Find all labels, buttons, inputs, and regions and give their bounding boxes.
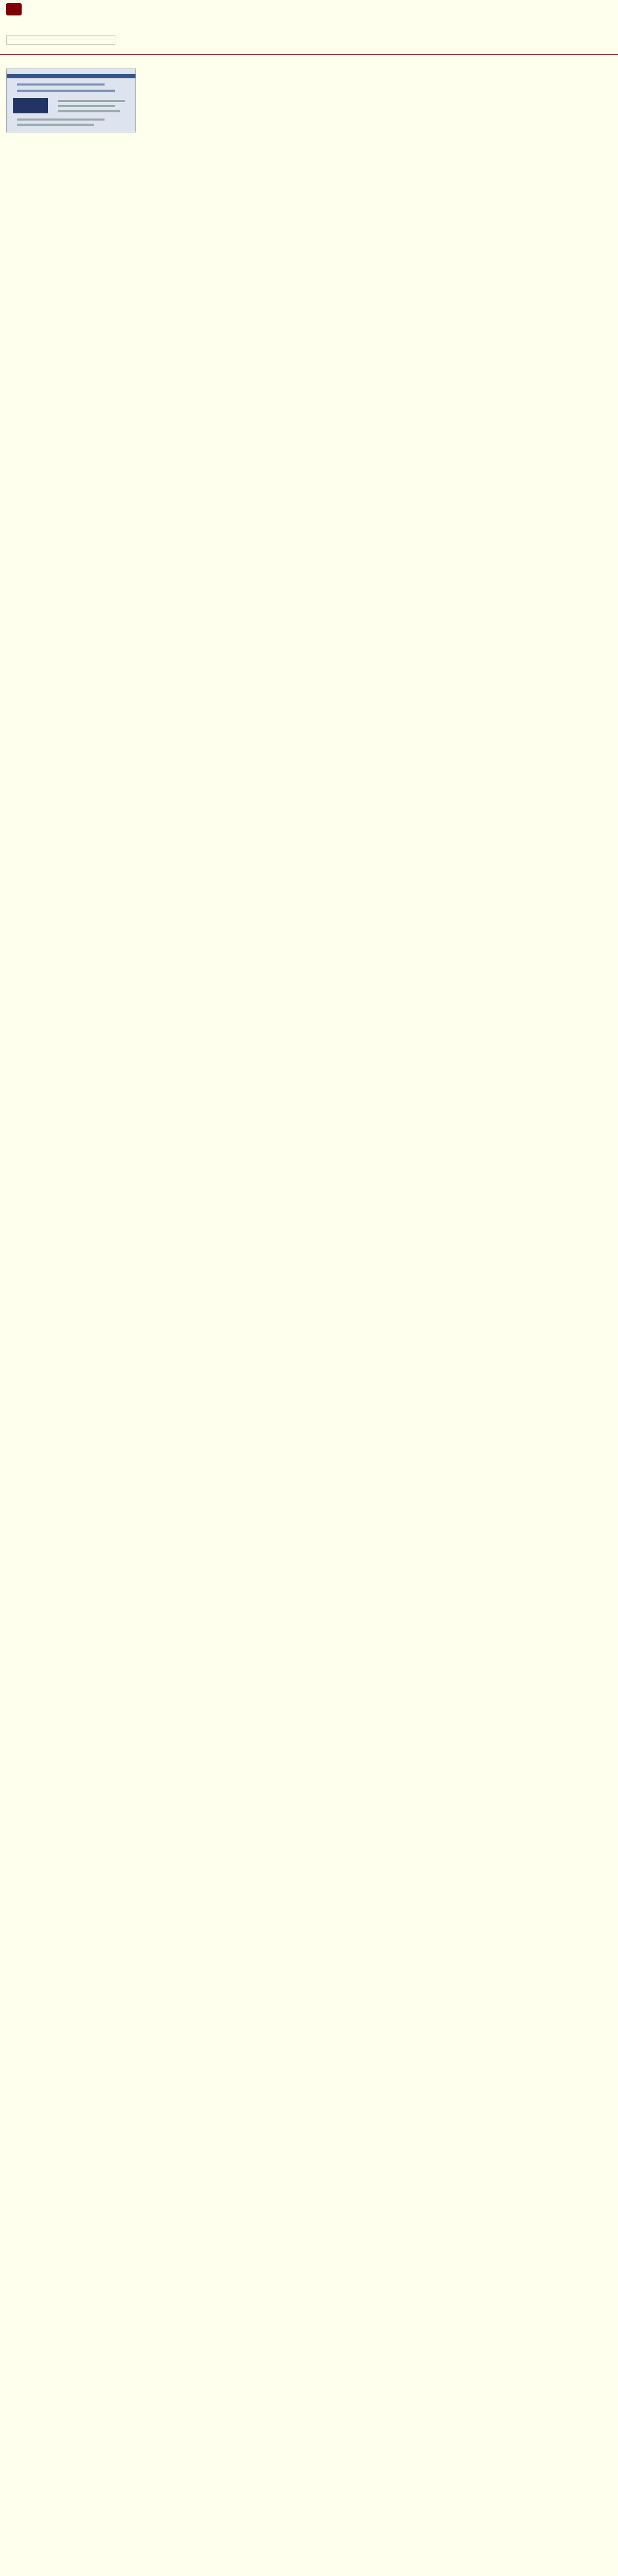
- divider: [0, 54, 618, 55]
- op-post: [0, 60, 618, 131]
- related-threads-head: [7, 36, 115, 40]
- op-file-info: [6, 60, 612, 66]
- page-header: [0, 0, 618, 45]
- nav-links: [6, 22, 612, 29]
- op-thumbnail[interactable]: [6, 69, 136, 132]
- site-logo[interactable]: [6, 3, 22, 15]
- related-threads-box: [6, 35, 115, 45]
